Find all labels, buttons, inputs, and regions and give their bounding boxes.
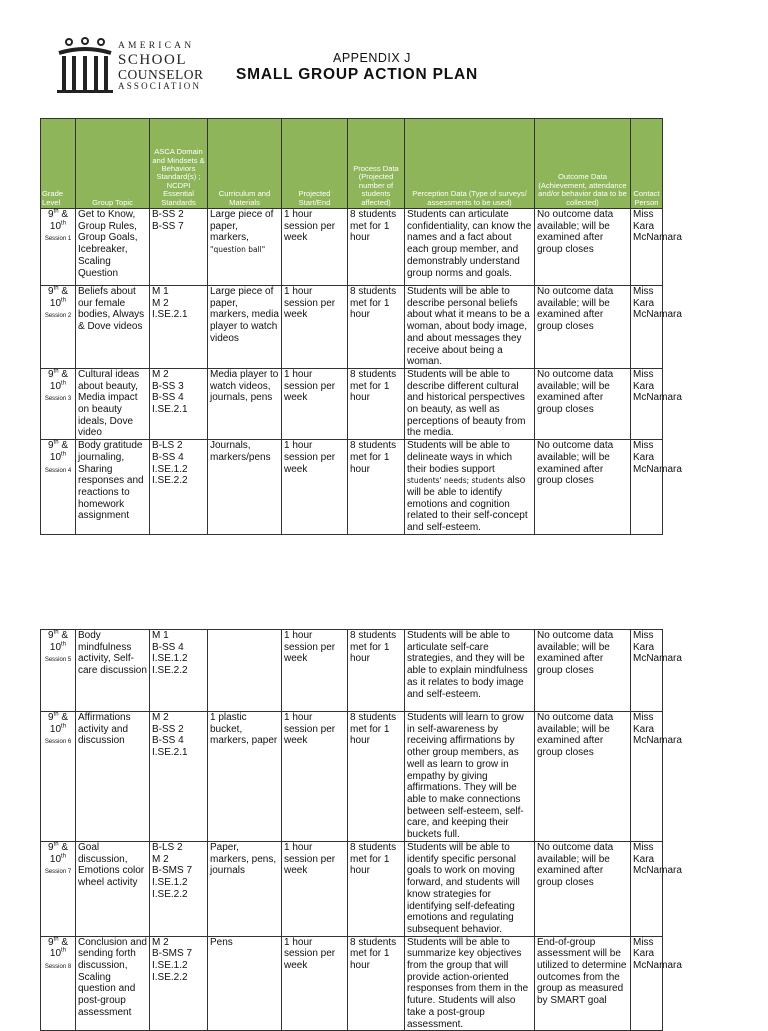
perception-data-cell [405,440,535,535]
process-data-cell: 8 students met for 1 hour [348,712,405,842]
process-data-cell: 8 students met for 1 hour [348,286,405,369]
action-plan-table-page-1 [40,118,682,535]
table-row [41,440,663,535]
projected-cell: 1 hour session per week [282,630,348,712]
standards-cell: M 2 B-SS 2 B-SS 4 I.SE.2.1 [150,712,208,842]
perception-data-cell: Students will be able to describe different cultural and historical perspectives on beauty, as well as perceptions of beauty from the media. [405,368,535,439]
process-data-cell: 8 students met for 1 hour [348,440,405,535]
session-label: Session 1 [44,236,72,243]
grade-connector: & 10 [49,286,69,309]
action-plan-table-page-2 [40,629,682,1031]
grade-suffix: th [61,641,67,648]
curriculum-text: Large piece of paper, markers, [210,209,274,244]
outcome-data-cell: No outcome data available; will be examined after group closes [535,286,631,369]
grade-number: 9 [47,209,54,220]
contact-person-cell: Miss Kara McNamara [631,440,663,535]
session-label: Session 2 [44,313,72,320]
column-header: Curriculum and Materials [208,119,282,209]
grade-level-cell [41,842,76,937]
grade-level-cell [41,712,76,842]
curriculum-item-question-ball: "question ball" [210,245,266,255]
perception-data-cell: Students will be able to describe personal beliefs about what it means to be a woman, about body image, and about messages they receive about being a woman. [405,286,535,369]
grade-connector: & 10 [49,209,69,232]
standards-cell: M 1 M 2 I.SE.2.1 [150,286,208,369]
perception-data-cell: Students can articulate confidentiality, can know the names and a fact about each group member, and demonstrably understand group norms and goals. [405,209,535,286]
table-row [41,286,663,369]
group-topic-cell: Goal discussion, Emotions color wheel activity [76,842,150,937]
outcome-data-cell: No outcome data available; will be examined after group closes [535,440,631,535]
grade-suffix: th [61,451,67,458]
grade-connector: & 10 [49,440,69,463]
page-title: SMALL GROUP ACTION PLAN [236,66,479,83]
standards-cell: M 2 B-SMS 7 I.SE.1.2 I.SE.2.2 [150,936,208,1031]
column-header: Outcome Data (Achievement, attendance and/or behavior data to be collected) [535,119,631,209]
standards-cell: B-LS 2 B-SS 4 I.SE.1.2 I.SE.2.2 [150,440,208,535]
grade-level-cell [41,440,76,535]
standards-cell: B-LS 2 M 2 B-SMS 7 I.SE.1.2 I.SE.2.2 [150,842,208,937]
grade-suffix: th [53,629,59,636]
curriculum-cell: Media player to watch videos, journals, pens [208,368,282,439]
curriculum-cell: Large piece of paper, markers, media player to watch videos [208,286,282,369]
column-header: Grade Level [41,119,76,209]
session-label: Session 8 [44,964,72,971]
logo-line-school: SCHOOL [118,51,188,68]
session-label: Session 5 [44,657,72,664]
group-topic-cell: Beliefs about our female bodies, Always & Dove videos [76,286,150,369]
perception-text-part: also will be able to identify emotions and cognition related to their self-concept and self-esteem. [407,475,528,534]
process-data-cell: 8 students met for 1 hour [348,842,405,937]
session-label: Session 3 [44,396,72,403]
curriculum-cell: Paper, markers, pens, journals [208,842,282,937]
outcome-data-cell: No outcome data available; will be examined after group closes [535,842,631,937]
perception-data-cell: Students will be able to summarize key objectives from the group that will provide action-oriented responses from them in the future. Students will also take a post-group assessment. [405,936,535,1031]
outcome-data-cell: No outcome data available; will be examined after group closes [535,630,631,712]
grade-suffix: th [53,208,59,215]
projected-cell: 1 hour session per week [282,712,348,842]
grade-suffix: th [61,948,67,954]
group-topic-cell: Body gratitude journaling, Sharing responses and reactions to homework assignment [76,440,150,535]
grade-suffix: th [53,936,59,943]
column-header: Projected Start/End [282,119,348,209]
contact-person-cell: Miss Kara McNamara [631,842,663,937]
logo-line-american: AMERICAN [118,41,195,51]
grade-connector: & 10 [49,842,69,865]
contact-person-cell: Miss Kara McNamara [631,286,663,369]
contact-person-cell: Miss Kara McNamara [631,630,663,712]
standards-cell: M 2 B-SS 3 B-SS 4 I.SE.2.1 [150,368,208,439]
group-topic-cell: Get to Know, Group Rules, Group Goals, Icebreaker, Scaling Question [76,209,150,286]
group-topic-cell: Body mindfulness activity, Self-care discussion [76,630,150,712]
curriculum-cell: 1 plastic bucket, markers, paper [208,712,282,842]
grade-suffix: th [53,285,59,292]
projected-cell: 1 hour session per week [282,286,348,369]
curriculum-cell: Journals, markers/pens [208,440,282,535]
grade-suffix: th [61,220,67,227]
session-label: Session 7 [44,869,72,876]
grade-suffix: th [53,841,59,848]
grade-suffix: th [53,711,59,718]
perception-data-cell: Students will be able to articulate self-care strategies, and they will be able to explain mindfulness as it relates to body image and self-esteem. [405,630,535,712]
grade-level-cell [41,368,76,439]
table-header-row [41,119,663,209]
curriculum-cell [208,630,282,712]
grade-number: 9 [47,286,54,297]
contact-person-cell: Miss Kara McNamara [631,712,663,842]
grade-level-cell [41,936,76,1031]
group-topic-cell: Affirmations activity and discussion [76,712,150,842]
column-header: Perception Data (Type of surveys/ assessments to be used) [405,119,535,209]
column-header: ASCA Domain and Mindsets & Behaviors Standard(s) ; NCDPI Essential Standards [150,119,208,209]
outcome-data-cell: No outcome data available; will be examined after group closes [535,368,631,439]
perception-text-part: students' needs; students [407,476,505,486]
grade-suffix: th [61,723,67,730]
curriculum-cell: Pens [208,936,282,1031]
grade-level-cell [41,209,76,286]
grade-number: 9 [47,936,54,948]
grade-number: 9 [47,440,54,452]
outcome-data-cell: No outcome data available; will be examined after group closes [535,712,631,842]
projected-cell: 1 hour session per week [282,842,348,937]
outcome-data-cell: End-of-group assessment will be utilized to determine outcomes from the group as measured by SMART goal [535,936,631,1031]
outcome-data-cell: No outcome data available; will be examined after group closes [535,209,631,286]
standards-cell: M 1 B-SS 4 I.SE.1.2 I.SE.2.2 [150,630,208,712]
grade-number: 9 [47,368,54,380]
group-topic-cell: Cultural ideas about beauty, Media impact on beauty ideals, Dove video [76,368,150,439]
contact-person-cell: Miss Kara McNamara [631,368,663,439]
table-row [41,209,663,286]
projected-cell: 1 hour session per week [282,209,348,286]
column-header: Group Topic [76,119,150,209]
projected-cell: 1 hour session per week [282,368,348,439]
process-data-cell: 8 students met for 1 hour [348,368,405,439]
table-row [41,842,663,937]
grade-connector: & 10 [49,630,69,653]
perception-data-cell: Students will learn to grow in self-awareness by receiving affirmations by other group members, as well as learn to grow in empathy by giving affirmations. They will be able to make connections between self-esteem, self-care, and keeping their buckets full. [405,712,535,842]
grade-suffix: th [61,853,67,860]
process-data-cell: 8 students met for 1 hour [348,630,405,712]
session-label: Session 6 [44,739,72,746]
column-header: Process Data (Projected number of students affected) [348,119,405,209]
contact-person-cell: Miss Kara McNamara [631,936,663,1031]
curriculum-cell [208,209,282,286]
grade-suffix: th [53,439,59,446]
grade-level-cell [41,286,76,369]
session-label: Session 4 [44,467,72,474]
grade-connector: & 10 [49,712,69,735]
grade-connector: & 10 [49,936,69,960]
contact-person-cell: Miss Kara McNamara [631,209,663,286]
projected-cell: 1 hour session per week [282,440,348,535]
standards-cell: B-SS 2 B-SS 7 [150,209,208,286]
grade-suffix: th [61,297,67,304]
grade-number: 9 [47,630,54,641]
column-header: Contact Person [631,119,663,209]
grade-suffix: th [53,368,59,375]
projected-cell: 1 hour session per week [282,936,348,1031]
logo-line-counselor: COUNSELOR [118,66,204,82]
logo-line-association: ASSOCIATION [118,81,202,91]
grade-connector: & 10 [49,368,69,392]
grade-number: 9 [47,712,54,723]
table-row [41,368,663,439]
perception-data-cell: Students will be able to identify specific personal goals to work on moving forward, and students will know strategies for identifying self-defeating emotions and regulating subsequent behavior. [405,842,535,937]
table-row [41,936,663,1031]
process-data-cell: 8 students met for 1 hour [348,209,405,286]
grade-number: 9 [47,842,54,853]
grade-suffix: th [61,380,67,387]
asca-wordmark [118,42,204,91]
table-row [41,712,663,842]
table-row [41,630,663,712]
process-data-cell: 8 students met for 1 hour [348,936,405,1031]
grade-level-cell [41,630,76,712]
appendix-label: APPENDIX J [333,51,411,65]
group-topic-cell: Conclusion and sending forth discussion, Scaling question and post-group assessment [76,936,150,1031]
perception-text-part: Students will be able to delineate ways in which their bodies support [407,440,513,475]
